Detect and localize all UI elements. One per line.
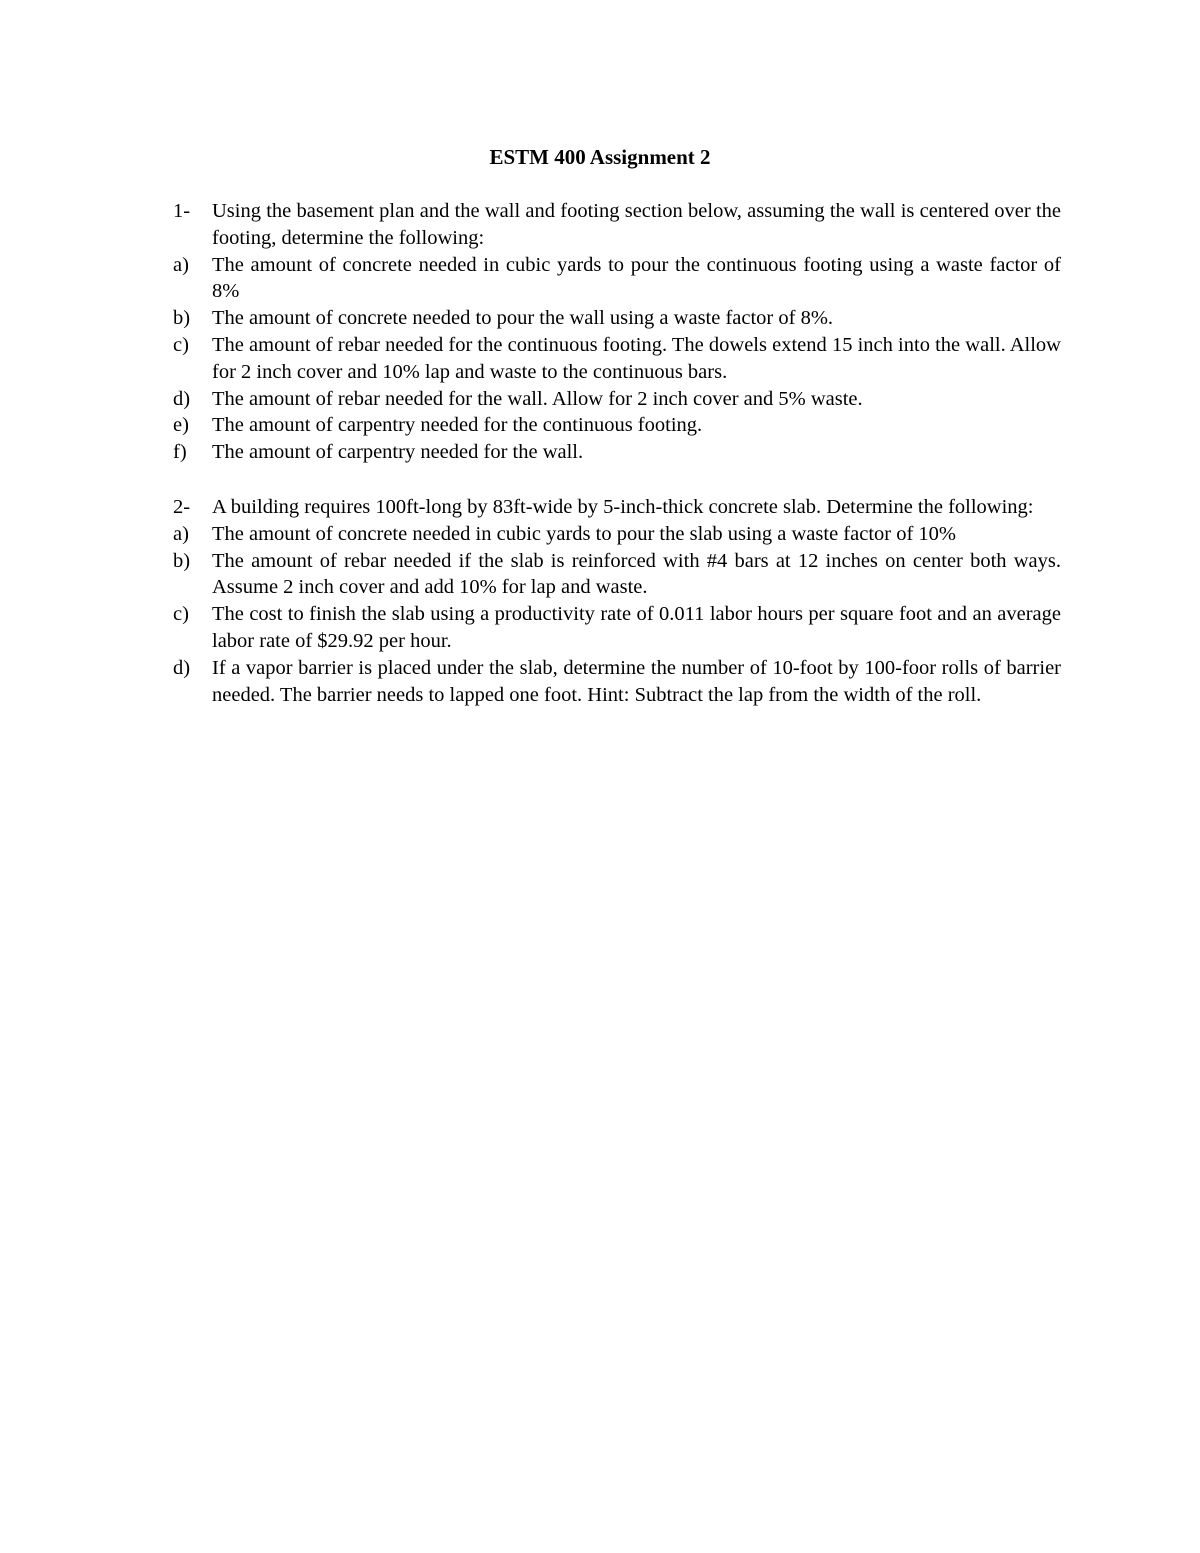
question-1-part-f	[173, 439, 1061, 466]
question-2-part-b	[173, 548, 1061, 602]
part-text: The amount of concrete needed in cubic yards to pour the continuous footing using a waste factor of 8%	[212, 253, 1061, 303]
part-text: The amount of carpentry needed for the wall.	[212, 441, 584, 464]
part-text: The cost to finish the slab using a productivity rate of 0.011 labor hours per square foot and an average labor rate of $29.92 per hour.	[212, 603, 1061, 652]
part-text: The amount of rebar needed for the wall. Allow for 2 inch cover and 5% waste.	[212, 387, 863, 410]
question-1-part-e	[173, 412, 1061, 439]
part-text: If a vapor barrier is placed under the slab, determine the number of 10-foot by 100-foor rolls of barrier needed. The barrier needs to lapped one foot. Hint: Subtract the lap from the width of the roll.	[212, 656, 1061, 706]
question-1-part-c	[173, 332, 1061, 386]
part-marker: b)	[173, 307, 191, 330]
part-text: The amount of carpentry needed for the continuous footing.	[212, 414, 703, 437]
part-marker: a)	[173, 253, 189, 276]
question-2-part-a	[173, 521, 1061, 548]
question-1	[173, 198, 1061, 466]
question-2-part-d	[173, 655, 1061, 709]
part-marker: b)	[173, 549, 191, 572]
question-1-text: Using the basement plan and the wall and footing section below, assuming the wall is centered over the footing, determine the following:	[212, 200, 1061, 249]
part-text: The amount of rebar needed for the continuous footing. The dowels extend 15 inch into the wall. Allow for 2 inch cover and 10% lap and waste to the continuous bars.	[212, 333, 1061, 383]
part-marker: d)	[173, 656, 191, 679]
question-1-part-b	[173, 305, 1061, 332]
question-2-stem	[173, 494, 1061, 521]
part-text: The amount of concrete needed in cubic yards to pour the slab using a waste factor of 10%	[212, 522, 957, 545]
question-1-marker: 1-	[173, 200, 191, 222]
part-marker: a)	[173, 522, 189, 545]
part-marker: c)	[173, 333, 189, 356]
question-1-stem	[173, 198, 1061, 252]
part-marker: d)	[173, 387, 191, 410]
question-2-text: A building requires 100ft-long by 83ft-wide by 5-inch-thick concrete slab. Determine the following:	[212, 496, 1034, 518]
part-text: The amount of rebar needed if the slab is reinforced with #4 bars at 12 inches on center both ways. Assume 2 inch cover and add 10% for lap and waste.	[212, 549, 1061, 599]
question-1-part-d	[173, 386, 1061, 413]
part-marker: c)	[173, 603, 189, 626]
part-marker: e)	[173, 414, 189, 437]
question-2-part-c	[173, 601, 1061, 655]
question-1-part-a	[173, 252, 1061, 306]
part-text: The amount of concrete needed to pour the wall using a waste factor of 8%.	[212, 307, 834, 330]
part-marker: f)	[173, 441, 187, 464]
document-title: ESTM 400 Assignment 2	[489, 145, 711, 169]
question-2	[173, 494, 1061, 708]
question-2-marker: 2-	[173, 496, 191, 518]
